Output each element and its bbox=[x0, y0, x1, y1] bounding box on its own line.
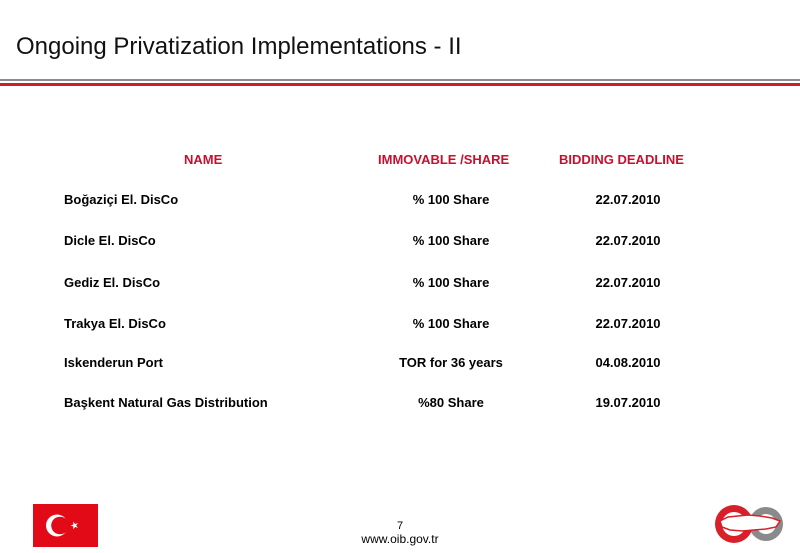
table-header-deadline: BIDDING DEADLINE bbox=[559, 152, 684, 167]
website-url: www.oib.gov.tr bbox=[361, 532, 439, 546]
row-deadline: 22.07.2010 bbox=[595, 192, 661, 207]
row-deadline: 04.08.2010 bbox=[595, 355, 661, 370]
table-row bbox=[0, 395, 800, 413]
row-share: % 100 Share bbox=[412, 233, 490, 248]
row-deadline: 22.07.2010 bbox=[595, 316, 661, 331]
row-deadline: 19.07.2010 bbox=[595, 395, 661, 410]
row-name: Trakya El. DisCo bbox=[64, 316, 166, 331]
row-deadline: 22.07.2010 bbox=[595, 233, 661, 248]
row-name: Boğaziçi El. DisCo bbox=[64, 192, 179, 207]
table-header-name: NAME bbox=[184, 152, 223, 167]
row-share: % 100 Share bbox=[412, 316, 490, 331]
row-deadline: 22.07.2010 bbox=[595, 275, 661, 290]
table-row bbox=[0, 316, 800, 334]
table-row bbox=[0, 275, 800, 293]
table-row bbox=[0, 192, 800, 210]
page-number: 7 bbox=[397, 520, 404, 532]
title-divider-red bbox=[0, 83, 800, 86]
title-divider-gray bbox=[0, 79, 800, 81]
turkish-flag-icon bbox=[33, 504, 98, 547]
row-name: Dicle El. DisCo bbox=[64, 233, 156, 248]
row-share: TOR for 36 years bbox=[399, 355, 503, 370]
row-share: % 100 Share bbox=[412, 192, 490, 207]
row-name: Başkent Natural Gas Distribution bbox=[64, 395, 268, 410]
row-name: Iskenderun Port bbox=[64, 355, 163, 370]
table-row bbox=[0, 233, 800, 251]
row-name: Gediz El. DisCo bbox=[64, 275, 161, 290]
table-header-share: IMMOVABLE /SHARE bbox=[378, 152, 510, 167]
row-share: % 100 Share bbox=[412, 275, 490, 290]
row-share: %80 Share bbox=[418, 395, 484, 410]
privatization-administration-logo-icon bbox=[714, 503, 786, 545]
table-row bbox=[0, 355, 800, 373]
page-title: Ongoing Privatization Implementations - II bbox=[16, 33, 462, 60]
